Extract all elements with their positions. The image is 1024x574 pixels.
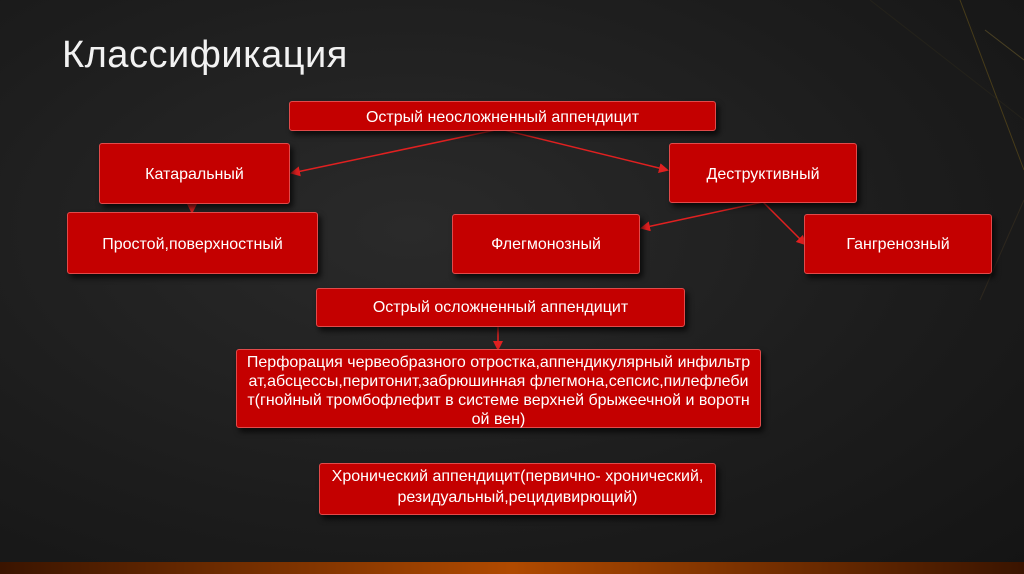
box-catarrhal-label: Катаральный <box>145 166 244 183</box>
box-chronic <box>319 463 716 515</box>
box-complications-label: Перфорация червеобразного отростка,аппендикулярный инфильтрат,абсцессы,перитонит,забрюшинная флегмона,сепсис,пилефлебит(гнойный тромбофлефит в системе верхней брыжеечной и воротной вен) <box>246 354 751 428</box>
box-destructive <box>669 143 857 203</box>
box-catarrhal <box>99 143 290 204</box>
box-acute-uncomplicated <box>289 101 716 131</box>
slide-title: Классификация <box>62 34 348 76</box>
box-chronic-label: Хронический аппендицит(первично- хронический,резидуальный,рецидивирющий) <box>331 468 704 506</box>
box-simple <box>67 212 318 274</box>
box-gangrenous <box>804 214 992 274</box>
box-phlegmonous-label: Флегмонозный <box>491 235 601 253</box>
box-destructive-label: Деструктивный <box>706 166 820 183</box>
box-phlegmonous <box>452 214 640 274</box>
arrow-top-to-catarrhal <box>292 129 500 173</box>
arrow-top-to-destructive <box>500 129 667 170</box>
arrow-destructive-to-gangrenous <box>763 202 805 244</box>
box-gangrenous-label: Гангренозный <box>846 235 950 253</box>
box-complications <box>236 349 761 428</box>
box-simple-label: Простой,поверхностный <box>102 236 283 253</box>
box-acute-complicated <box>316 288 685 327</box>
arrow-destructive-to-phlegmonous <box>642 202 763 228</box>
box-acute-complicated-label: Острый осложненный аппендицит <box>372 299 629 316</box>
box-acute-uncomplicated-label: Острый неосложненный аппендицит <box>365 109 640 126</box>
